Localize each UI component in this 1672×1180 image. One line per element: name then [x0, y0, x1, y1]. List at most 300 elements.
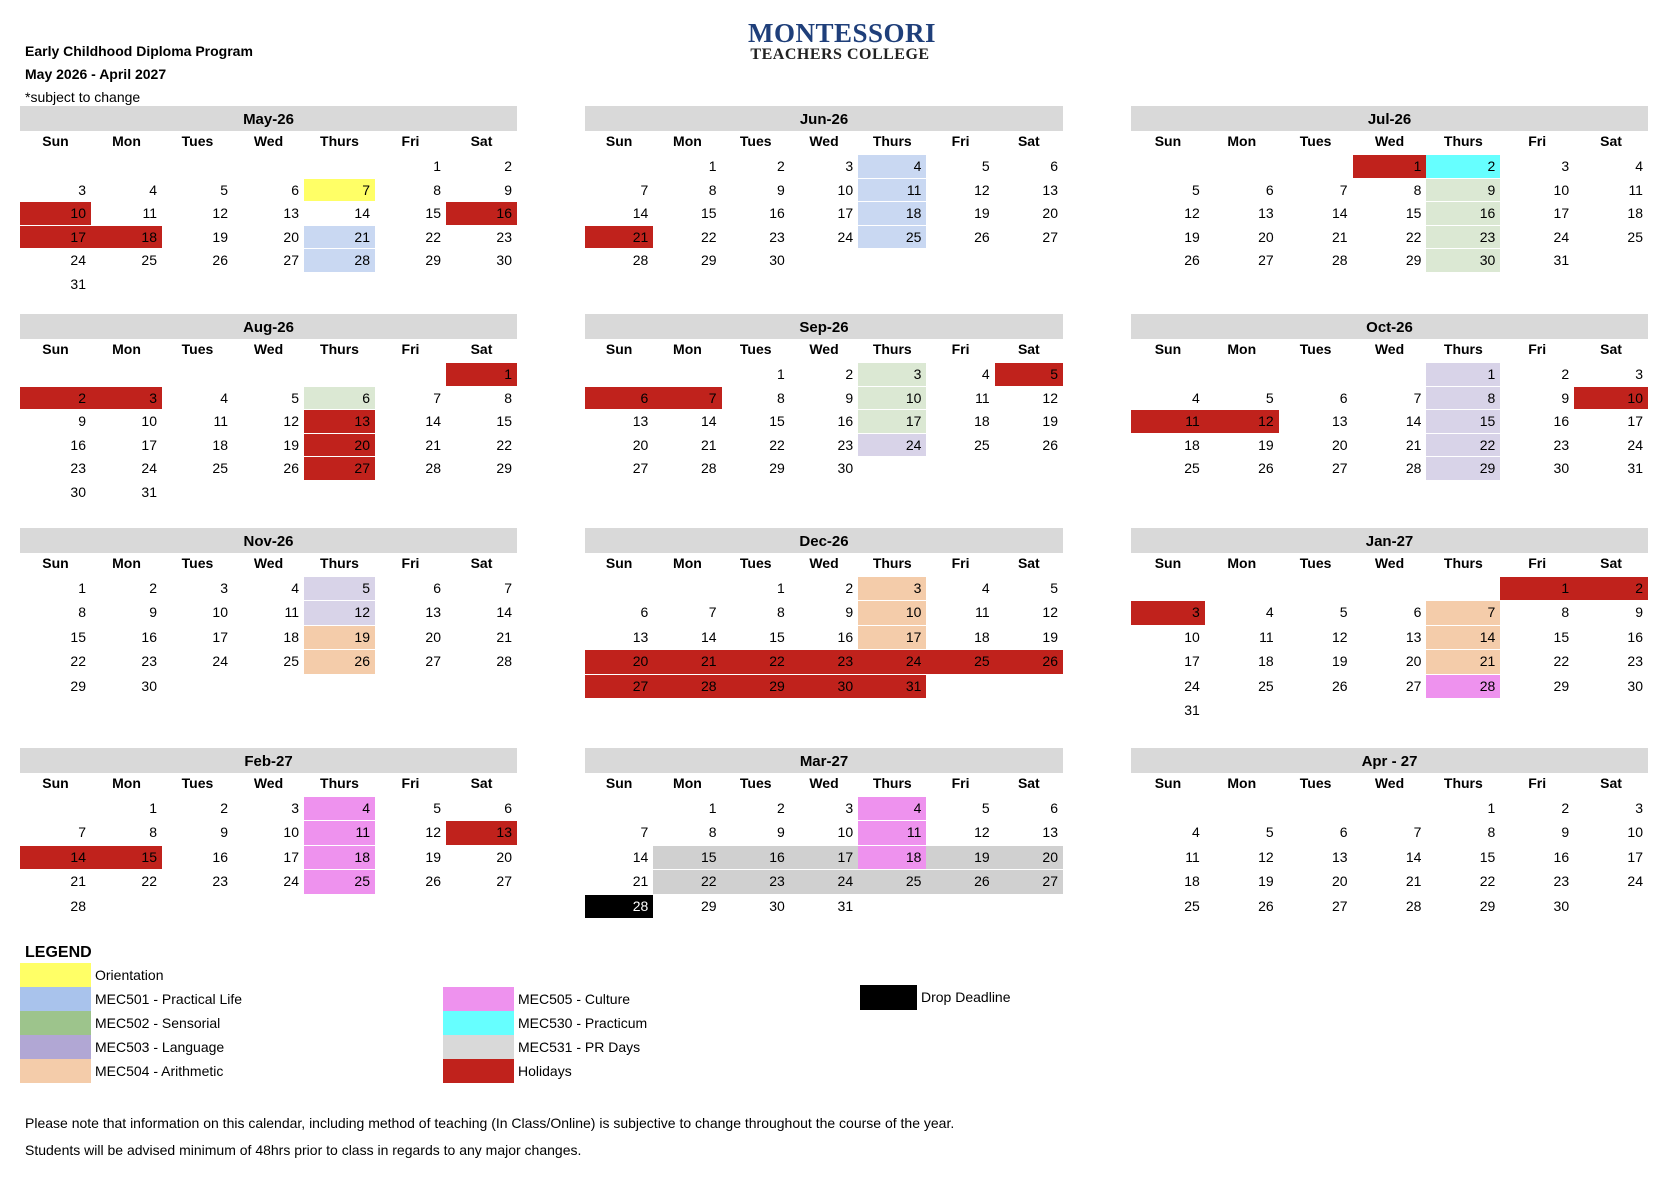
day-cell: 22 [70, 653, 86, 670]
weekday-label: Thurs [872, 341, 912, 357]
day-cell: 27 [283, 252, 299, 268]
day-cell: 15 [769, 628, 785, 645]
month-title: Aug-26 [20, 314, 517, 339]
day-cell: 20 [585, 650, 653, 673]
day-cell: 9 [1635, 604, 1643, 621]
day-cell: 16 [837, 628, 854, 645]
day-cell: 15 [425, 205, 441, 221]
weekday-label: Tues [1299, 133, 1332, 149]
day-cell: 28 [304, 249, 375, 272]
weekday-label: Tues [1299, 775, 1332, 791]
day-cell: 25 [141, 252, 157, 268]
day-cell: 20 [1331, 873, 1348, 890]
day-cell: 4 [1192, 389, 1200, 406]
day-cell: 12 [1205, 410, 1279, 433]
day-cell: 27 [304, 457, 375, 480]
day-cell: 5 [220, 181, 228, 198]
day-cell: 6 [504, 800, 512, 816]
day-cell: 27 [425, 653, 441, 670]
weekday-label: Tues [181, 555, 214, 571]
day-cell: 24 [70, 252, 86, 268]
day-cell: 18 [974, 628, 990, 645]
day-cell: 28 [1405, 897, 1422, 914]
day-cell: 30 [769, 252, 785, 268]
day-cell: 5 [981, 158, 990, 174]
weekday-label: Wed [1374, 341, 1405, 357]
day-cell: 20 [425, 628, 441, 645]
day-cell: 4 [858, 155, 926, 178]
legend-label-orientation: Orientation [95, 967, 164, 983]
day-cell: 27 [585, 675, 653, 698]
day-cell: 4 [1635, 158, 1643, 174]
day-cell: 29 [1426, 457, 1500, 480]
day-cell: 2 [1561, 366, 1570, 382]
day-cell: 24 [790, 870, 858, 893]
day-cell: 23 [212, 873, 228, 890]
legend-title: LEGEND [25, 944, 92, 961]
month-title: Jun-26 [585, 106, 1063, 131]
legend-swatch-arithmetic [20, 1059, 91, 1083]
day-cell: 23 [1627, 653, 1643, 670]
day-cell: 5 [1339, 604, 1348, 621]
day-cell: 11 [1628, 181, 1643, 198]
weekday-label: Wed [809, 555, 839, 571]
day-cell: 1 [708, 800, 717, 816]
day-cell: 16 [1627, 628, 1643, 645]
day-cell: 31 [141, 483, 157, 500]
day-cell: 27 [1405, 677, 1422, 694]
weekday-label: Sat [1017, 133, 1040, 149]
day-cell: 9 [1561, 389, 1570, 406]
day-cell: 5 [995, 363, 1063, 386]
day-cell: 16 [1553, 413, 1570, 429]
day-cell: 11 [304, 821, 375, 844]
day-cell: 22 [425, 228, 441, 245]
day-cell: 24 [1553, 228, 1570, 245]
day-cell: 2 [504, 158, 512, 174]
day-cell: 24 [858, 434, 926, 457]
day-cell: 19 [974, 205, 990, 221]
day-cell: 27 [496, 873, 512, 890]
day-cell: 14 [354, 205, 370, 221]
day-cell: 29 [769, 460, 785, 476]
legend-swatch-practicum [443, 1011, 514, 1035]
day-cell: 28 [1405, 460, 1422, 476]
day-cell: 7 [640, 181, 649, 198]
day-cell: 13 [304, 410, 375, 433]
day-cell: 4 [149, 181, 157, 198]
day-cell: 5 [304, 577, 375, 600]
day-cell: 24 [1184, 677, 1200, 694]
day-cell: 21 [1426, 650, 1500, 673]
weekday-label: Wed [1374, 133, 1405, 149]
day-cell: 12 [1042, 604, 1058, 621]
day-cell: 7 [1413, 389, 1422, 406]
day-cell: 18 [858, 846, 926, 869]
weekday-label: Wed [809, 775, 839, 791]
legend-label-language: MEC503 - Language [95, 1039, 225, 1055]
day-cell: 22 [141, 873, 157, 890]
day-cell: 16 [212, 848, 228, 865]
day-cell: 19 [1331, 653, 1348, 670]
day-cell: 6 [433, 580, 441, 596]
weekday-label: Thurs [1443, 775, 1483, 791]
day-cell: 20 [1405, 653, 1422, 670]
day-cell: 6 [1265, 181, 1274, 198]
weekday-label: Fri [1528, 341, 1547, 357]
weekday-label: Fri [1528, 775, 1547, 791]
day-cell: 11 [142, 205, 157, 221]
day-cell: 28 [1331, 252, 1348, 268]
day-cell: 9 [777, 824, 785, 841]
day-cell: 31 [70, 275, 86, 292]
weekday-label: Mon [1227, 133, 1257, 149]
day-cell: 3 [220, 580, 228, 596]
day-cell: 17 [1627, 848, 1643, 865]
day-cell: 9 [845, 604, 854, 621]
day-cell: 6 [640, 604, 649, 621]
day-cell: 17 [1184, 653, 1200, 670]
month-title: Sep-26 [585, 314, 1063, 339]
weekday-label: Mon [673, 555, 702, 571]
weekday-label: Sun [1154, 555, 1182, 571]
weekday-label: Tues [181, 133, 214, 149]
day-cell: 12 [1258, 848, 1274, 865]
day-cell: 28 [70, 897, 86, 914]
day-cell: 23 [722, 870, 790, 893]
day-cell: 15 [70, 628, 86, 645]
day-cell: 31 [1553, 252, 1570, 268]
day-cell: 19 [212, 228, 228, 245]
weekday-label: Mon [1227, 341, 1257, 357]
legend-swatch-practical-life [20, 987, 91, 1011]
day-cell: 28 [425, 460, 441, 476]
day-cell: 13 [1042, 181, 1058, 198]
day-cell: 10 [837, 824, 854, 841]
subject-to-change-note: *subject to change [25, 89, 141, 105]
day-cell: 18 [1258, 653, 1274, 670]
weekday-label: Sat [470, 133, 493, 149]
day-cell: 8 [1426, 387, 1500, 410]
weekday-label: Mon [112, 555, 141, 571]
day-cell: 13 [632, 628, 649, 645]
weekday-label: Sun [42, 775, 69, 791]
day-cell: 17 [283, 848, 299, 865]
day-cell: 30 [141, 677, 157, 694]
day-cell: 30 [790, 675, 858, 698]
day-cell: 9 [149, 604, 157, 621]
day-cell: 24 [1627, 873, 1643, 890]
day-cell: 18 [974, 413, 990, 429]
legend-label-sensorial: MEC502 - Sensorial [95, 1015, 221, 1031]
day-cell: 12 [974, 824, 990, 841]
day-cell: 20 [995, 846, 1063, 869]
day-cell: 13 [1405, 628, 1422, 645]
weekday-label: Tues [739, 775, 772, 791]
day-cell: 6 [1050, 158, 1058, 174]
weekday-label: Mon [1227, 555, 1257, 571]
day-cell: 26 [425, 873, 441, 890]
day-cell: 9 [78, 413, 86, 429]
day-cell: 12 [425, 824, 441, 841]
day-cell: 3 [845, 158, 854, 174]
day-cell: 1 [149, 800, 157, 816]
day-cell: 26 [1258, 897, 1274, 914]
weekday-label: Tues [181, 775, 214, 791]
legend-label-holiday: Holidays [518, 1063, 572, 1079]
day-cell: 18 [304, 846, 375, 869]
day-cell: 2 [220, 800, 228, 816]
day-cell: 23 [496, 228, 512, 245]
day-cell: 21 [70, 873, 86, 890]
weekday-label: Sat [1017, 775, 1040, 791]
day-cell: 11 [1131, 410, 1205, 433]
weekday-label: Sat [1600, 775, 1622, 791]
weekday-label: Fri [951, 341, 970, 357]
day-cell: 3 [858, 363, 926, 386]
month-title: Nov-26 [20, 528, 517, 553]
day-cell: 2 [1426, 155, 1500, 178]
legend-label-drop: Drop Deadline [921, 989, 1011, 1005]
day-cell: 12 [1042, 389, 1058, 406]
day-cell: 25 [858, 226, 926, 249]
day-cell: 15 [91, 846, 162, 869]
day-cell: 25 [1184, 460, 1200, 476]
footer-note-2: Students will be advised minimum of 48hrs prior to class in regards to any major changes. [25, 1142, 582, 1158]
day-cell: 28 [1426, 675, 1500, 698]
legend-swatch-sensorial [20, 1011, 91, 1035]
day-cell: 23 [837, 436, 854, 453]
day-cell: 14 [496, 604, 512, 621]
day-cell: 30 [496, 252, 512, 268]
day-cell: 11 [284, 604, 299, 621]
day-cell: 29 [1479, 897, 1496, 914]
day-cell: 14 [1426, 626, 1500, 649]
weekday-label: Sun [605, 133, 633, 149]
day-cell: 27 [1258, 252, 1274, 268]
day-cell: 23 [1426, 226, 1500, 249]
day-cell: 15 [769, 413, 785, 429]
day-cell: 17 [141, 436, 157, 453]
day-cell: 25 [974, 436, 990, 453]
day-cell: 14 [700, 413, 717, 429]
day-cell: 19 [283, 436, 299, 453]
day-cell: 12 [212, 205, 228, 221]
day-cell: 21 [632, 873, 649, 890]
day-cell: 19 [1258, 873, 1274, 890]
day-cell: 16 [1426, 202, 1500, 225]
weekday-label: Thurs [320, 775, 359, 791]
day-cell: 13 [425, 604, 441, 621]
weekday-label: Sat [1017, 555, 1040, 571]
weekday-label: Fri [1528, 555, 1547, 571]
legend-label-arithmetic: MEC504 - Arithmetic [95, 1063, 224, 1079]
day-cell: 23 [1553, 873, 1570, 890]
month-title: Apr - 27 [1131, 748, 1648, 773]
weekday-label: Wed [253, 555, 284, 571]
day-cell: 15 [1405, 205, 1422, 221]
day-cell: 22 [769, 436, 785, 453]
weekday-label: Tues [739, 133, 772, 149]
day-cell: 29 [722, 675, 790, 698]
weekday-label: Sat [470, 555, 493, 571]
day-cell: 5 [1050, 580, 1058, 596]
day-cell: 20 [632, 436, 649, 453]
month-title: Feb-27 [20, 748, 517, 773]
day-cell: 23 [141, 653, 157, 670]
weekday-label: Fri [401, 133, 420, 149]
day-cell: 20 [496, 848, 512, 865]
day-cell: 6 [291, 181, 299, 198]
weekday-label: Tues [739, 341, 772, 357]
weekday-label: Tues [181, 341, 214, 357]
weekday-label: Thurs [872, 133, 912, 149]
day-cell: 21 [700, 436, 717, 453]
weekday-label: Sun [605, 341, 633, 357]
day-cell: 7 [1413, 824, 1422, 841]
weekday-label: Tues [1299, 341, 1332, 357]
day-cell: 9 [504, 181, 512, 198]
day-cell: 12 [1331, 628, 1348, 645]
weekday-label: Wed [253, 341, 284, 357]
day-cell: 26 [1258, 460, 1274, 476]
day-cell: 28 [700, 460, 717, 476]
day-cell: 6 [1050, 800, 1058, 816]
day-cell: 1 [1487, 800, 1496, 816]
day-cell: 15 [1479, 848, 1496, 865]
day-cell: 28 [496, 653, 512, 670]
weekday-label: Wed [253, 133, 284, 149]
day-cell: 22 [1479, 873, 1496, 890]
day-cell: 14 [20, 846, 91, 869]
weekday-label: Sun [42, 133, 69, 149]
day-cell: 6 [304, 387, 375, 410]
day-cell: 14 [632, 205, 649, 221]
day-cell: 16 [141, 628, 157, 645]
weekday-label: Mon [673, 133, 702, 149]
weekday-label: Mon [673, 775, 702, 791]
day-cell: 24 [141, 460, 157, 476]
day-cell: 4 [1265, 604, 1274, 621]
day-cell: 20 [1331, 436, 1348, 453]
month-title: Oct-26 [1131, 314, 1648, 339]
day-cell: 16 [446, 202, 517, 225]
day-cell: 9 [845, 389, 854, 406]
day-cell: 29 [70, 677, 86, 694]
day-cell: 12 [1184, 205, 1200, 221]
day-cell: 8 [149, 824, 157, 841]
day-cell: 26 [974, 228, 990, 245]
day-cell: 18 [858, 202, 926, 225]
day-cell: 18 [283, 628, 299, 645]
day-cell: 6 [1339, 389, 1348, 406]
day-cell: 22 [700, 228, 717, 245]
day-cell: 21 [1405, 436, 1422, 453]
day-cell: 14 [700, 628, 717, 645]
weekday-label: Sun [42, 555, 69, 571]
day-cell: 16 [70, 436, 86, 453]
day-cell: 3 [1635, 366, 1643, 382]
day-cell: 10 [283, 824, 299, 841]
day-cell: 14 [1405, 413, 1422, 429]
day-cell: 23 [70, 460, 86, 476]
day-cell: 17 [212, 628, 228, 645]
day-cell: 22 [1405, 228, 1422, 245]
day-cell: 7 [504, 580, 512, 596]
day-cell: 19 [304, 626, 375, 649]
day-cell: 24 [858, 650, 926, 673]
day-cell: 1 [777, 366, 785, 382]
day-cell: 8 [1413, 181, 1422, 198]
weekday-label: Mon [112, 133, 141, 149]
day-cell: 17 [790, 846, 858, 869]
legend-swatch-pr-days [443, 1035, 514, 1059]
legend-swatch-holiday [443, 1059, 514, 1083]
weekday-label: Fri [401, 775, 420, 791]
day-cell: 2 [845, 366, 854, 382]
weekday-label: Sun [1154, 133, 1182, 149]
day-cell: 6 [1339, 824, 1348, 841]
day-cell: 23 [1553, 436, 1570, 453]
day-cell: 25 [858, 870, 926, 893]
day-cell: 5 [1192, 181, 1200, 198]
day-cell: 25 [304, 870, 375, 893]
weekday-label: Tues [739, 555, 772, 571]
weekday-label: Thurs [320, 555, 359, 571]
day-cell: 18 [1184, 873, 1200, 890]
legend-swatch-drop [860, 985, 917, 1010]
day-cell: 29 [1405, 252, 1422, 268]
day-cell: 25 [1627, 228, 1643, 245]
weekday-label: Wed [1374, 555, 1405, 571]
day-cell: 5 [981, 800, 990, 816]
day-cell: 9 [1561, 824, 1570, 841]
legend-swatch-orientation [20, 963, 91, 987]
legend-swatch-culture [443, 987, 514, 1011]
day-cell: 7 [1426, 601, 1500, 624]
day-cell: 28 [653, 675, 721, 698]
day-cell: 21 [1405, 873, 1422, 890]
day-cell: 2 [777, 800, 785, 816]
day-cell: 11 [975, 389, 990, 406]
day-cell: 11 [213, 413, 228, 429]
weekday-label: Wed [809, 133, 839, 149]
day-cell: 29 [1553, 677, 1570, 694]
day-cell: 12 [283, 413, 299, 429]
weekday-label: Sat [1600, 341, 1622, 357]
weekday-label: Mon [112, 341, 141, 357]
day-cell: 13 [1258, 205, 1274, 221]
weekday-label: Sun [1154, 775, 1182, 791]
day-cell: 31 [858, 675, 926, 698]
day-cell: 14 [425, 413, 441, 429]
day-cell: 1 [446, 363, 517, 386]
day-cell: 30 [1553, 460, 1570, 476]
day-cell: 7 [433, 389, 441, 406]
weekday-label: Sat [1600, 555, 1622, 571]
day-cell: 8 [78, 604, 86, 621]
weekday-label: Wed [809, 341, 839, 357]
day-cell: 29 [700, 897, 717, 914]
legend-label-culture: MEC505 - Culture [518, 991, 631, 1007]
day-cell: 5 [433, 800, 441, 816]
day-cell: 19 [425, 848, 441, 865]
month-title: Jan-27 [1131, 528, 1648, 553]
weekday-label: Sat [470, 775, 493, 791]
weekday-label: Fri [951, 555, 970, 571]
day-cell: 18 [212, 436, 228, 453]
day-cell: 1 [78, 580, 86, 596]
